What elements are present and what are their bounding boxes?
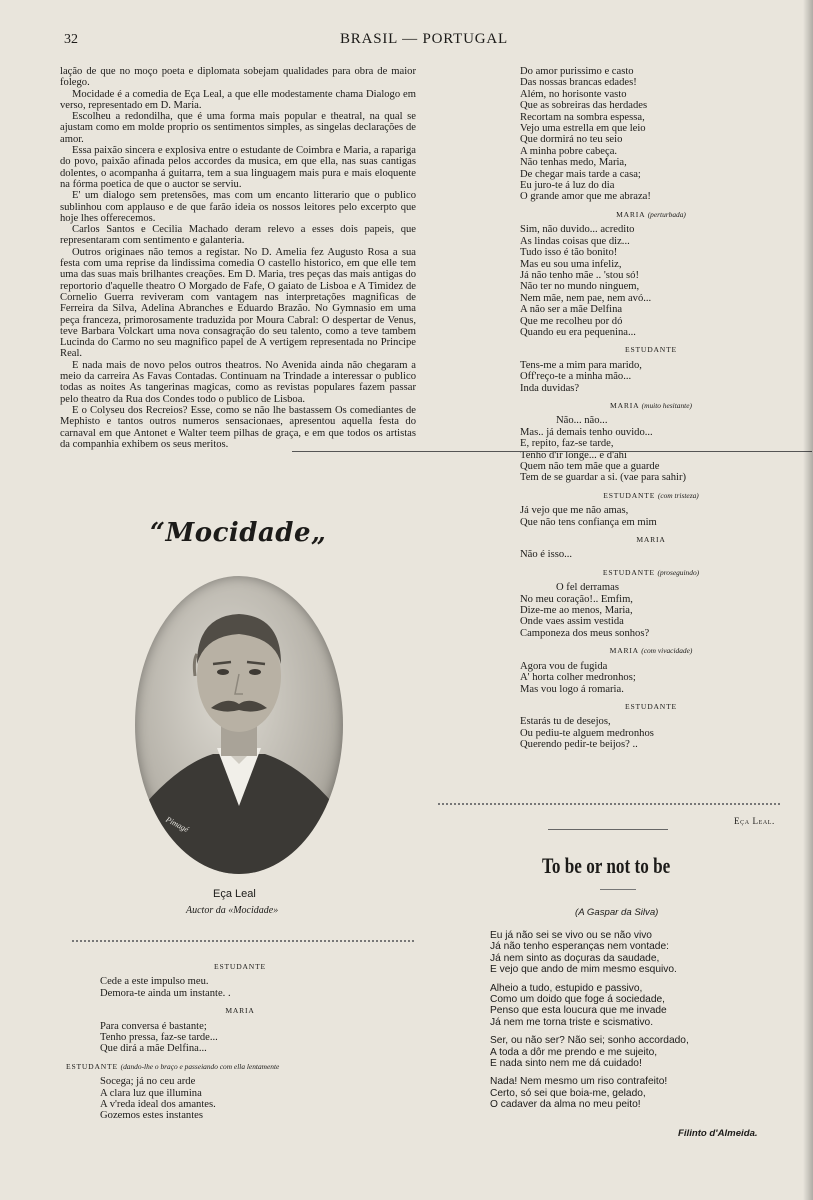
verse-line: Cede a este impulso meu. xyxy=(100,976,209,988)
poem-line: Ser, ou não ser? Não sei; sonho accordado, xyxy=(490,1035,689,1047)
portrait-illustration xyxy=(135,576,343,874)
section-divider xyxy=(548,829,668,830)
article-paragraph: Carlos Santos e Cecilia Machado deram relevo a esses dois papeis, que representaram com sentimento e galanteria. xyxy=(60,224,416,247)
verse-line: O fel derramas xyxy=(556,582,619,594)
verse-line: Que dormirá no teu seio xyxy=(520,134,623,146)
verse-line: Estarás tu de desejos, xyxy=(520,716,611,728)
portrait-signature: Pimagé xyxy=(164,814,191,835)
speaker-label: ESTUDANTE (proseguindo) xyxy=(602,567,700,577)
verse-line: De chegar mais tarde a casa; xyxy=(520,168,641,180)
verse-line: A' horta colher medronhos; xyxy=(520,672,636,684)
speaker-label: ESTUDANTE xyxy=(625,345,677,355)
poem-title: To be or not to be xyxy=(542,853,671,878)
speaker-label: ESTUDANTE (dando-lhe o braço e passeiando com ella lentamente xyxy=(66,1061,280,1071)
poem-line: O cadaver da alma no meu peito! xyxy=(490,1099,641,1111)
verse-line: Não... não... xyxy=(556,415,608,427)
dotted-divider xyxy=(438,803,780,805)
verse-line: Não é isso... xyxy=(520,549,573,561)
verse-line: Off'reço-te a minha mão... xyxy=(520,371,632,383)
verse-line: A não ser a mãe Delfina xyxy=(520,304,623,316)
verse-line: Mas eu sou uma infeliz, xyxy=(520,258,622,270)
author-portrait xyxy=(135,576,343,874)
verse-line: Camponeza dos meus sonhos? xyxy=(520,627,650,639)
speaker-label: MARIA (muito hesitante) xyxy=(610,400,692,410)
verse-line: Onde vaes assim vestida xyxy=(520,616,624,628)
verse-line: Eu juro-te á luz do dia xyxy=(520,180,615,192)
verse-line: Mas vou logo á romaria. xyxy=(520,683,624,695)
verse-line: Nem mãe, nem pae, nem avó... xyxy=(520,292,652,304)
verse-line: Inda duvidas? xyxy=(520,382,580,394)
verse-line: Dize-me ao menos, Maria, xyxy=(520,605,633,617)
dialogue-column xyxy=(520,66,782,751)
verse-line: Das nossas brancas edades! xyxy=(520,77,637,89)
verse-line: Do amor purissimo e casto xyxy=(520,66,634,77)
verse-line: No meu coração!.. Emfim, xyxy=(520,593,633,605)
speaker-label: MARIA xyxy=(225,1006,255,1016)
poem-dedication: (A Gaspar da Silva) xyxy=(575,907,659,918)
page-edge-shadow xyxy=(803,0,813,1200)
verse-line: Além, no horisonte vasto xyxy=(520,88,627,100)
verse-line: O grande amor que me abraza! xyxy=(520,191,651,203)
poem-line: E nada sinto nem me dá cuidado! xyxy=(490,1058,642,1070)
verse-line: Que não tens confiança em mim xyxy=(520,516,657,528)
page-number: 32 xyxy=(64,32,78,47)
poem-stanza xyxy=(490,1035,790,1069)
poem-body xyxy=(490,930,790,1118)
running-title: BRASIL — PORTUGAL xyxy=(340,31,508,47)
poem-line: Já nem me torna triste e scismativo. xyxy=(490,1016,654,1028)
verse-line: Quem não tem mãe que a guarde xyxy=(520,461,660,472)
verse-line: Que dirá a mãe Delfina... xyxy=(100,1043,207,1055)
dialogue-block xyxy=(520,716,782,750)
article-paragraph: Mocidade é a comedia de Eça Leal, a que elle modestamente chama Dialogo em verso, representado em D. Maria. xyxy=(60,88,416,111)
dialogue-block xyxy=(520,661,782,695)
poem-line: Já não tenho esperanças nem vontade: xyxy=(490,941,669,953)
verse-line: Mas.. já demais tenho ouvido... xyxy=(520,426,653,438)
speaker-label: MARIA (com vivacidade) xyxy=(609,646,693,656)
article-paragraph: E' um dialogo sem pretensões, mas com um encanto litterario que o publico sublinhou com applauso e de que farão ideia os nossos leitores pelo excerpto que hoje lhes offerecemos. xyxy=(60,190,416,224)
poem-line: E vejo que ando de mim mesmo esquivo. xyxy=(490,964,677,976)
speaker-label: MARIA (perturbada) xyxy=(616,209,686,219)
article-paragraph: Essa paixão sincera e explosiva entre o estudante de Coimbra e Maria, a rapariga do povo, paixão afinada pelos accordes da musica, em que ella, nas suas cantigas dolentes, o acompanha á guitarra, tem a sua linguagem mais pura e mais eloquente na fórma poetica de que o auctor se serviu. xyxy=(60,145,416,190)
dialogue-block xyxy=(520,224,782,338)
article-paragraph: E o Colyseu dos Recreios? Esse, como se não lhe bastassem Os comediantes de Mephisto e tantos outros numeros sensacionaes, apresentou aquella festa do carnaval em que Antonet e Walter teem pilhas de graça, e em que todos os artistas da companhia exhibem os seus meritos. xyxy=(60,404,416,450)
verse-line: Tenho d'ir longe... e d'ahi xyxy=(520,449,627,461)
verse-line: Não ter no mundo ninguem, xyxy=(520,281,640,293)
poem-stanza xyxy=(490,930,790,976)
verse-line: A v'reda ideal dos amantes. xyxy=(100,1099,216,1111)
verse-line: Recortam na sombra espessa, xyxy=(520,111,645,123)
poem-line: Já nem sinto as doçuras da saudade, xyxy=(490,952,660,964)
portrait-caption-name: Eça Leal xyxy=(213,888,256,900)
article-paragraph: lação de que no moço poeta e diplomata sobejam qualidades para obra de maior folego. xyxy=(60,66,416,89)
dialogue-block xyxy=(520,415,782,483)
article-paragraph: Outros originaes não temos a registar. No D. Amelia fez Augusto Rosa a sua festa com uma reprise da lindissima comedia O castello historico, em que elle tem uma das suas mais brilhantes creações. Em D. Maria, tres peças das mais antigas do reportorio d'aquelle theatro O Morgado de Fafe, O gaiato de Lisboa e A Timidez de Cornelio Guerra reviveram com vantagem nas interpretações magnificas de Ferreira da Silva, Adelina Abranches e Eduardo Brazão. No Gymnasio em uma peça franceza, primorosamente traduzida por Moura Cabral: O despertar de Venus, teve Barbara Volckart uma nova consagração do seu talento, como a teve tambem Lucinda do Carmo no seu magnifico papel de A vertigem representada no Principe Real. xyxy=(60,246,416,360)
verse-line: Que me recolheu por dó xyxy=(520,315,623,327)
verse-line: E, repito, faz-se tarde, xyxy=(520,438,614,450)
theatre-review-article xyxy=(60,66,416,450)
poem-line: Alheio a tudo, estupido e passivo, xyxy=(490,982,643,994)
verse-line: Querendo pedir-te beijos? .. xyxy=(520,739,638,751)
portrait-caption-role: Auctor da «Mocidade» xyxy=(186,905,279,916)
printing-strike-line xyxy=(292,451,812,452)
dialogue-block xyxy=(520,66,782,203)
dotted-divider xyxy=(72,940,414,942)
verse-line: Tenho pressa, faz-se tarde... xyxy=(100,1032,218,1044)
mocidade-heading: “Mocidade„ xyxy=(150,518,327,548)
verse-line: Que as sobreiras das herdades xyxy=(520,100,648,112)
poem-stanza xyxy=(490,983,790,1029)
verse-line: As lindas coisas que diz... xyxy=(520,235,630,247)
verse-line: Gozemos estes instantes xyxy=(100,1110,203,1122)
verse-line: Agora vou de fugida xyxy=(520,660,608,672)
poem-line: Certo, só sei que boia-me, gelado, xyxy=(490,1087,646,1099)
article-paragraph: E nada mais de novo pelos outros theatros. No Avenida ainda não chegaram a meio da carreira As Favas Contadas. Continuam na Trindade a interessar o publico todas as noites As tangerinas magicas, como as revistas populares fazem passar pelo theatro da Rua dos Condes todo o publico de Lisboa. xyxy=(60,359,416,405)
verse-line: Demora-te ainda um instante. . xyxy=(100,987,231,999)
dialogue-block xyxy=(520,505,782,528)
speaker-label: ESTUDANTE xyxy=(214,962,266,971)
verse-line: Ou pediu-te alguem medronhos xyxy=(520,727,654,739)
title-underline xyxy=(600,889,636,890)
verse-line: A minha pobre cabeça. xyxy=(520,145,618,157)
dialogue-block xyxy=(520,549,782,560)
verse-line: Sim, não duvido... acredito xyxy=(520,224,635,236)
verse-line: Quando eu era pequenina... xyxy=(520,326,636,338)
verse-line: Já vejo que me não amas, xyxy=(520,505,629,517)
speaker-label: ESTUDANTE (com tristeza) xyxy=(603,490,699,500)
verse-line: A clara luz que illumina xyxy=(100,1087,202,1099)
verse-line: Para conversa é bastante; xyxy=(100,1020,207,1032)
verse-line: Tens-me a mim para marido, xyxy=(520,359,642,371)
mocidade-dialogue-excerpt xyxy=(66,955,380,1122)
poem-line: Como um doido que foge á sociedade, xyxy=(490,994,666,1006)
article-paragraph: Escolheu a redondilha, que é uma forma mais popular e theatral, na qual se ajustam como em molde proprio os sentimentos simples, as singelas declarações de amor. xyxy=(60,111,416,145)
verse-line: Não tenhas medo, Maria, xyxy=(520,157,627,169)
speaker-label: ESTUDANTE xyxy=(625,701,677,711)
verse-line: Tudo isso é tão bonito! xyxy=(520,247,618,259)
poem-line: Nada! Nem mesmo um riso contrafeito! xyxy=(490,1076,668,1088)
verse-line: Já não tenho mãe .. 'stou só! xyxy=(520,269,640,281)
author-signoff: Eça Leal. xyxy=(734,816,775,826)
dialogue-block xyxy=(520,582,782,639)
speaker-label: MARIA xyxy=(636,535,666,545)
poem-stanza xyxy=(490,1076,790,1110)
dialogue-block xyxy=(520,360,782,394)
poem-signature: Filinto d'Almeida. xyxy=(678,1128,758,1139)
verse-line: Tem de se guardar a si. (vae para sahir) xyxy=(520,472,687,484)
poem-line: Eu já não sei se vivo ou se não vivo xyxy=(490,930,652,941)
verse-line: Socega; já no ceu arde xyxy=(100,1076,196,1088)
poem-line: Penso que esta loucura que me invade xyxy=(490,1005,667,1017)
verse-line: Vejo uma estrella em que leio xyxy=(520,123,646,135)
poem-line: A toda a dôr me prendo e me sujeito, xyxy=(490,1046,658,1058)
